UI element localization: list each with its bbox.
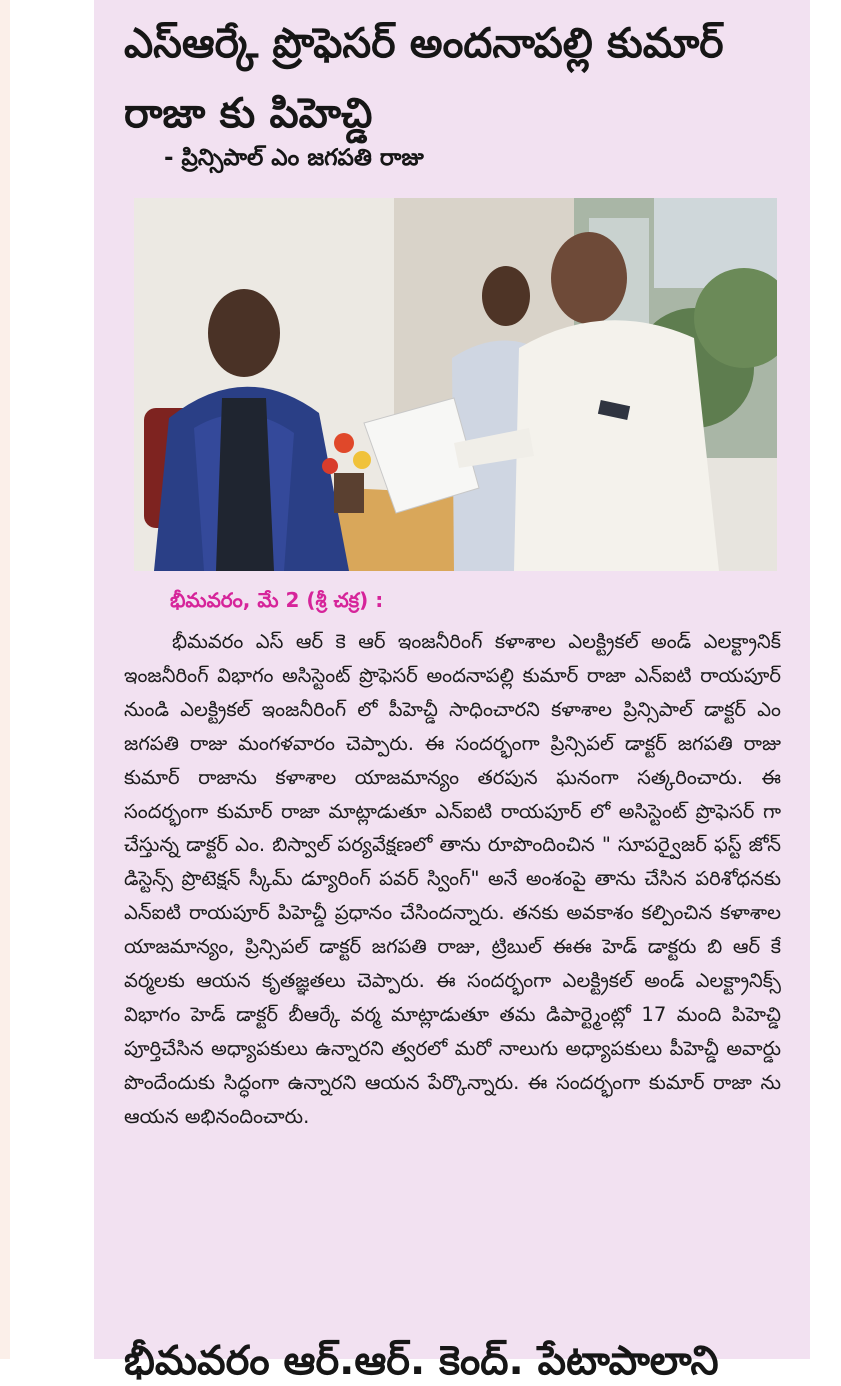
page-margin-strip xyxy=(0,0,10,1359)
article-dateline: భీమవరం, మే 2 (శ్రీ చక్ర) : xyxy=(170,588,384,612)
article-byline: - ప్రిన్సిపాల్ ఎం జగపతి రాజు xyxy=(164,145,424,171)
article-photo xyxy=(134,198,777,571)
article-body: భీమవరం ఎస్ ఆర్ కె ఆర్ ఇంజనీరింగ్ కళాశాల ఎలక్ట్రికల్ అండ్ ఎలక్ట్రానిక్ ఇంజనీరింగ్ విభాగం అసిస్టెంట్ ప్రొఫెసర్ అందనాపల్లి కుమార్ రాజా ఎన్ఐటి రాయపూర్ నుండి ఎలక్ట్రికల్ ఇంజనీరింగ్ లో పీహెచ్డీ సాధించారని కళాశాల ప్రిన్సిపాల్ డాక్టర్ ఎం జగపతి రాజు మంగళవారం చెప్పారు. ఈ సందర్భంగా ప్రిన్సిపల్ డాక్టర్ జగపతి రాజు కుమార్ రాజాను కళాశాల యాజమాన్యం తరపున ఘనంగా సత్కరించారు. ఈ సందర్భంగా కుమార్ రాజా మాట్లాడుతూ ఎన్ఐటి రాయపూర్ లో అసిస్టెంట్ ప్రొఫెసర్ గా చేస్తున్న డాక్టర్ ఎం. బిస్వాల్ పర్యవేక్షణలో తాను రూపొందించిన " సూపర్వైజర్ ఫస్ట్ జోన్ డిస్టెన్స్ ప్రొటెక్షన్ స్కీమ్ డ్యూరింగ్ పవర్ స్వింగ్" అనే అంశంపై తాను చేసిన పరిశోధనకు ఎన్ఐటి రాయపూర్ పిహెచ్డీ ప్రధానం చేసిందన్నారు. తనకు అవకాశం కల్పించిన కళాశాల యాజమాన్యం, ప్రిన్సిపల్ డాక్టర్ జగపతి రాజు, ట్రిబుల్ ఈఈ హెడ్ డాక్టరు బి ఆర్ కే వర్మలకు ఆయన కృతజ్ఞతలు చెప్పారు. ఈ సందర్భంగా ఎలక్ట్రికల్ అండ్ ఎలక్ట్రానిక్స్ విభాగం హెడ్ డాక్టర్ బీఆర్కే వర్మ మాట్లాడుతూ తమ డిపార్ట్మెంట్లో 17 మంది పిహెచ్డి పూర్తిచేసిన అధ్యాపకులు ఉన్నారని త్వరలో మరో నాలుగు అధ్యాపకులు పీహెచ్డీ అవార్డు పొందేందుకు సిద్ధంగా ఉన్నారని ఆయన పేర్కొన్నారు. ఈ సందర్భంగా కుమార్ రాజా ను ఆయన అభినందించారు. xyxy=(124,630,781,1128)
newspaper-page xyxy=(94,0,810,1384)
next-article-headline: భీమవరం ఆర్.ఆర్. కెంద్. పేటాపాలాని xyxy=(124,1338,719,1384)
article-headline: ఎస్ఆర్కే ప్రొఫెసర్ అందనాపల్లి కుమార్ రాజా కు పిహెచ్డి xyxy=(124,19,724,137)
